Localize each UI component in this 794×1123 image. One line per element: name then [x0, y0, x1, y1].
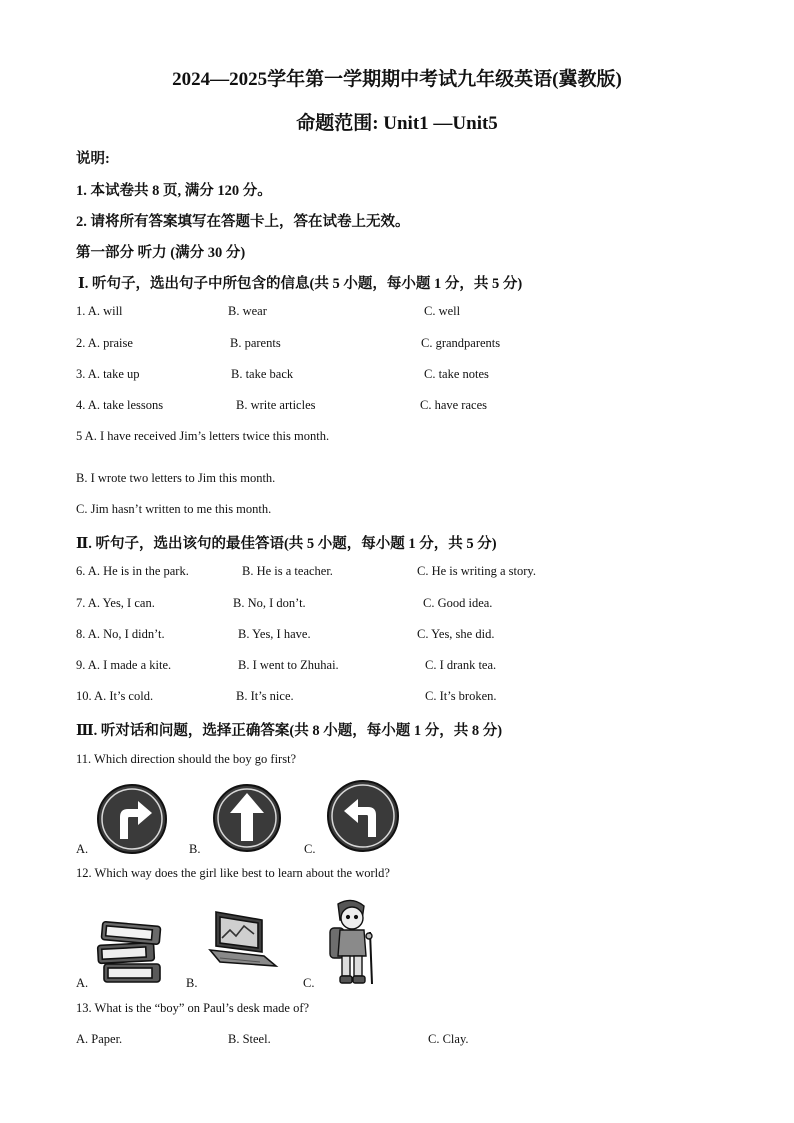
option: 2. A. praise	[76, 336, 133, 350]
option: C. It’s broken.	[425, 689, 497, 703]
option: C. well	[424, 304, 461, 318]
option: 8. A. No, I didn’t.	[76, 627, 165, 641]
books-icon	[94, 916, 166, 986]
option: 6. A. He is in the park.	[76, 564, 189, 578]
option: C. Clay.	[428, 1032, 469, 1046]
exam-title: 2024—2025学年第一学期期中考试九年级英语(冀教版)	[172, 69, 622, 90]
exam-scope: 命题范围: Unit1 —Unit5	[296, 113, 498, 134]
turn-left-arrow-icon	[326, 779, 400, 853]
option: 1. A. will	[76, 304, 123, 318]
option: C. Yes, she did.	[417, 627, 495, 641]
part1-title: 第一部分 听力 (满分 30 分)	[76, 245, 246, 261]
option-label: C.	[304, 842, 316, 856]
option: C. take notes	[424, 367, 489, 381]
option: B. He is a teacher.	[242, 564, 333, 578]
question-text: 11. Which direction should the boy go first?	[76, 752, 297, 766]
option: B. I went to Zhuhai.	[238, 658, 339, 672]
option: 10. A. It’s cold.	[76, 689, 154, 703]
section1-title: Ⅰ. 听句子，选出句子中所包含的信息(共 5 小题，每小题 1 分，共 5 分)	[78, 276, 523, 292]
option: C. Good idea.	[423, 596, 493, 610]
section2-title: Ⅱ. 听句子，选出该句的最佳答语(共 5 小题，每小题 1 分，共 5 分)	[76, 536, 497, 552]
option: B. wear	[228, 304, 267, 318]
option: B. No, I don’t.	[233, 596, 306, 610]
option: B. I wrote two letters to Jim this month.	[76, 471, 276, 485]
option: C. grandparents	[421, 336, 501, 350]
option: C. I drank tea.	[425, 658, 497, 672]
question-text: 13. What is the “boy” on Paul’s desk made of?	[76, 1001, 310, 1015]
section3-title: Ⅲ. 听对话和问题，选择正确答案(共 8 小题，每小题 1 分，共 8 分)	[76, 723, 503, 739]
option-label: B.	[186, 976, 198, 990]
option: B. It’s nice.	[236, 689, 294, 703]
option: 9. A. I made a kite.	[76, 658, 172, 672]
option: B. Yes, I have.	[238, 627, 311, 641]
option: 7. A. Yes, I can.	[76, 596, 155, 610]
option-label: B.	[189, 842, 201, 856]
option-label: A.	[76, 976, 89, 990]
option-label: A.	[76, 842, 89, 856]
option: C. He is writing a story.	[417, 564, 536, 578]
option: B. Steel.	[228, 1032, 271, 1046]
option: A. Paper.	[76, 1032, 123, 1046]
question-text: 12. Which way does the girl like best to learn about the world?	[76, 866, 390, 880]
option: B. parents	[230, 336, 281, 350]
notes-label: 说明:	[76, 151, 110, 167]
option: 4. A. take lessons	[76, 398, 164, 412]
note-item: 1. 本试卷共 8 页, 满分 120 分。	[76, 183, 272, 199]
option: B. take back	[231, 367, 294, 381]
turn-right-arrow-icon	[96, 783, 168, 855]
laptop-icon	[206, 908, 280, 974]
option: C. Jim hasn’t written to me this month.	[76, 502, 272, 516]
option-label: C.	[303, 976, 315, 990]
straight-ahead-arrow-icon	[212, 783, 282, 853]
note-item: 2. 请将所有答案填写在答题卡上，答在试卷上无效。	[76, 214, 410, 230]
option: 5 A. I have received Jim’s letters twice this month.	[76, 429, 330, 443]
option: B. write articles	[236, 398, 316, 412]
option: C. have races	[420, 398, 487, 412]
option: 3. A. take up	[76, 367, 140, 381]
hiker-icon	[322, 898, 384, 988]
